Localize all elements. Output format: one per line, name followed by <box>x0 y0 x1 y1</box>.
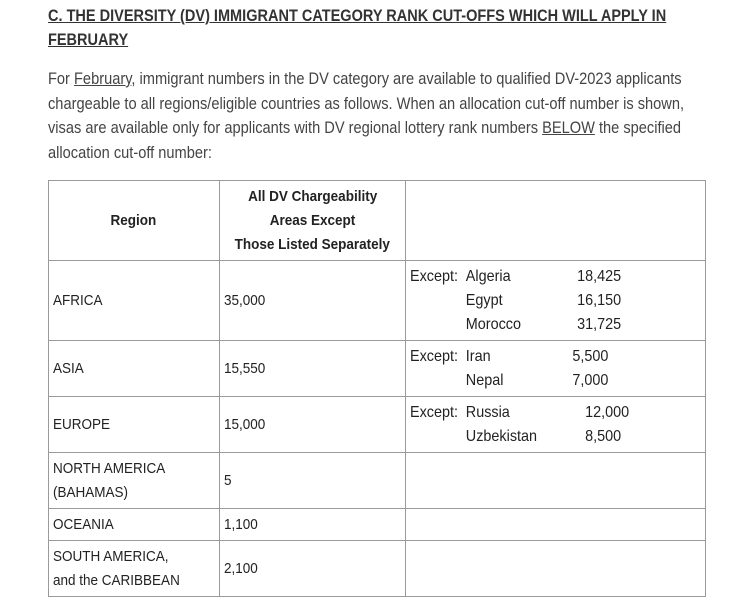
section-heading <box>48 4 708 52</box>
exceptions-cell <box>406 509 706 541</box>
except-value: 31,725 <box>577 315 622 333</box>
table-row <box>49 397 706 453</box>
cutoff-cell: 15,000 <box>219 397 406 453</box>
cutoff-cell: 35,000 <box>219 261 406 341</box>
intro-paragraph <box>48 67 684 165</box>
region-cell: NORTH AMERICA (BAHAMAS) <box>49 453 220 509</box>
exceptions-cell <box>406 453 706 509</box>
except-country: Morocco <box>465 315 522 333</box>
cutoff-cell: 15,550 <box>219 341 406 397</box>
except-value: 5,500 <box>572 347 609 365</box>
except-country: Iran <box>465 347 491 365</box>
except-country: Uzbekistan <box>465 427 538 445</box>
except-label: Except: <box>410 267 459 285</box>
exceptions-cell <box>406 397 706 453</box>
exceptions-cell <box>406 541 706 597</box>
cutoff-cell: 5 <box>219 453 406 509</box>
heading-title: THE DIVERSITY (DV) IMMIGRANT CATEGORY RANK CUT-OFFS WHICH WILL APPLY IN FEBRUARY <box>48 7 667 49</box>
except-value: 7,000 <box>572 371 609 389</box>
except-country: Russia <box>465 403 510 421</box>
table-header-row <box>49 181 706 261</box>
region-cell: AFRICA <box>49 261 220 341</box>
region-cell: ASIA <box>49 341 220 397</box>
header-exceptions <box>406 181 706 261</box>
intro-month-link[interactable]: February <box>74 69 132 88</box>
except-country: Nepal <box>465 371 504 389</box>
region-cell: OCEANIA <box>49 509 220 541</box>
header-region: Region <box>49 181 220 261</box>
except-country: Algeria <box>465 267 511 285</box>
table-row <box>49 509 706 541</box>
cutoff-cell: 1,100 <box>219 509 406 541</box>
except-value: 18,425 <box>577 267 622 285</box>
table-row <box>49 341 706 397</box>
except-label: Except: <box>410 403 459 421</box>
except-value: 8,500 <box>585 427 622 445</box>
except-value: 12,000 <box>585 403 630 421</box>
table-row <box>49 261 706 341</box>
region-cell: SOUTH AMERICA, and the CARIBBEAN <box>49 541 220 597</box>
intro-part1: For <box>48 69 75 88</box>
exceptions-cell <box>406 261 706 341</box>
exceptions-cell <box>406 341 706 397</box>
region-cell: EUROPE <box>49 397 220 453</box>
cutoff-cell: 2,100 <box>219 541 406 597</box>
table-row <box>49 541 706 597</box>
except-value: 16,150 <box>577 291 622 309</box>
table-row <box>49 453 706 509</box>
intro-part3: the specified allocation cut-off number: <box>48 118 682 162</box>
except-country: Egypt <box>465 291 503 309</box>
header-all-areas: All DV Chargeability Areas Except Those Listed Separately <box>219 181 406 261</box>
intro-part2: , immigrant numbers in the DV category are available to qualified DV-2023 applicants chargeable to all regions/eligible countries as follows. When an allocation cut-off number is shown, visas are available only for applicants with DV regional lottery rank numbers <box>48 69 685 137</box>
heading-prefix: C. <box>48 7 63 25</box>
intro-below-emphasis: BELOW <box>542 118 595 137</box>
dv-cutoff-table <box>48 180 706 597</box>
except-label: Except: <box>410 347 459 365</box>
